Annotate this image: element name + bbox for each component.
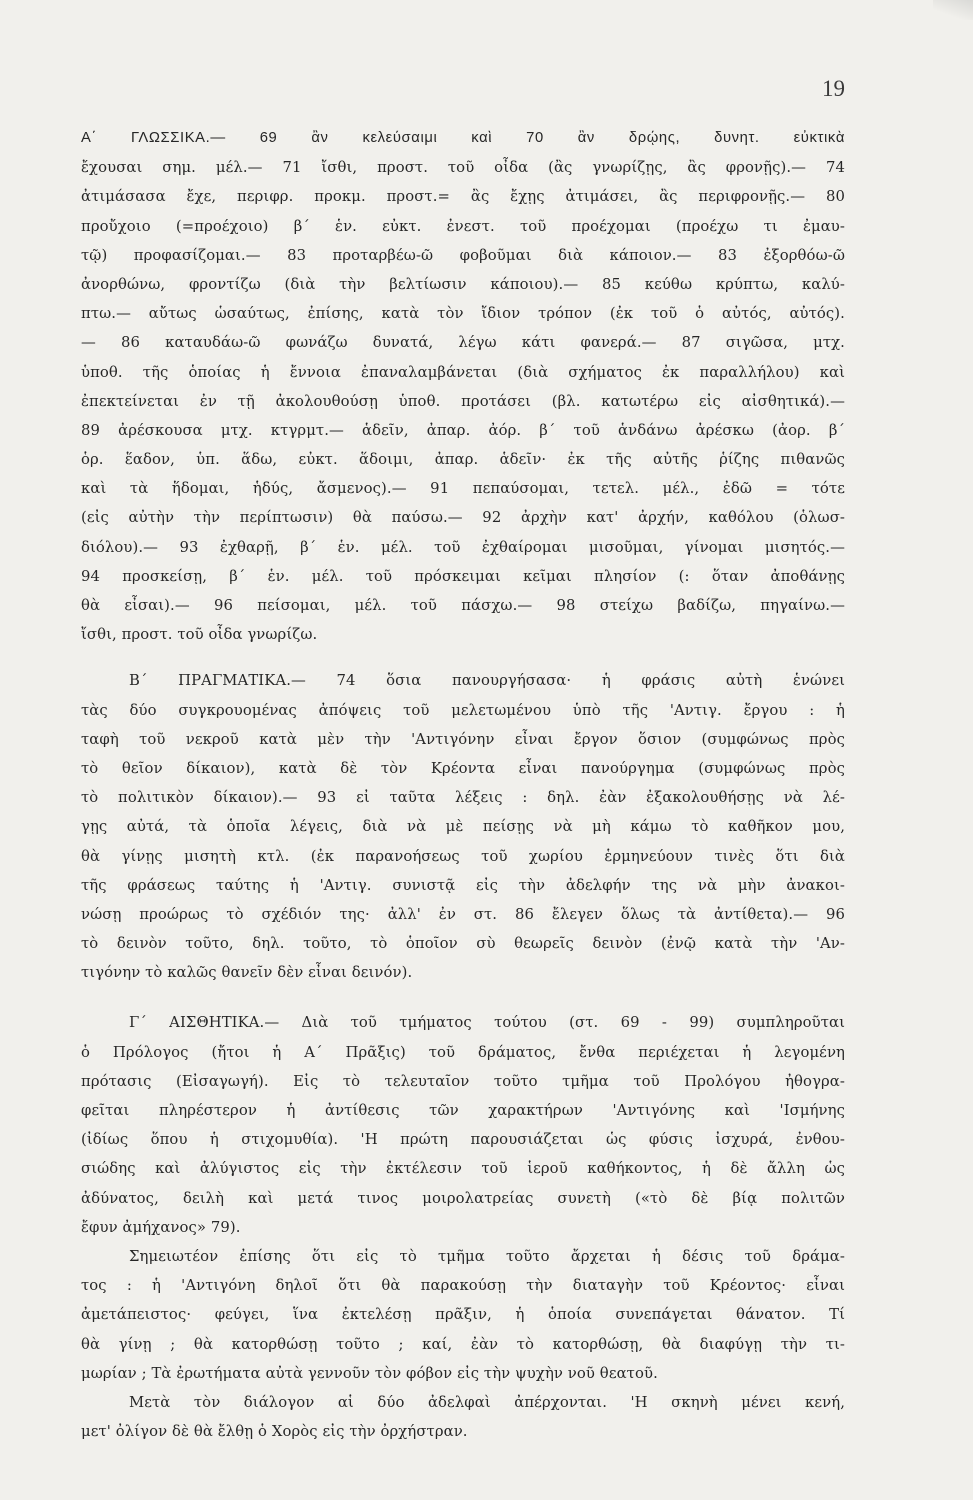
text-line: γῃς αὐτά, τὰ ὁποῖα λέγεις, διὰ νὰ μὲ πείσῃς νὰ μὴ κάμω τὸ καθῆκον μου, bbox=[81, 818, 845, 836]
text-line: ὑποθ. τῆς ὁποίας ἡ ἔννοια ἐπαναλαμβάνεται (διὰ σχήματος ἐκ παραλλήλου) καὶ bbox=[81, 363, 845, 381]
text-line: ταφὴ τοῦ νεκροῦ κατὰ μὲν τὴν 'Αντιγόνην εἶναι ἔργον ὅσιον (συμφώνως πρὸς bbox=[81, 730, 845, 748]
paragraph-start-line: Μετὰ τὸν διάλογον αἱ δύο ἀδελφαὶ ἀπέρχονται. 'Η σκηνὴ μένει κενή, bbox=[129, 1393, 845, 1411]
text-line: ἀνορθώνω, φροντίζω (διὰ τὴν βελτίωσιν κάποιου).— 85 κεύθω κρύπτω, καλύ- bbox=[81, 275, 845, 293]
text-line: πτω.— αὔτως ὡσαύτως, ἐπίσης, κατὰ τὸν ἴδιον τρόπον (ἐκ τοῦ ὁ αὐτός, αὐτός). bbox=[81, 305, 845, 323]
text-line: καὶ τὰ ἥδομαι, ἡδύς, ἄσμενος).— 91 πεπαύσομαι, τετελ. μέλ., ἐδῶ = τότε bbox=[81, 480, 845, 498]
text-line: ἀδύνατος, δειλὴ καὶ μετά τινος μοιρολατρείας συνετὴ («τὸ δὲ βίᾳ πολιτῶν bbox=[81, 1189, 845, 1207]
text-line: σιώδης καὶ ἀλύγιστος εἰς τὴν ἐκτέλεσιν τοῦ ἱεροῦ καθήκοντος, ἡ δὲ ἄλλη ὡς bbox=[81, 1160, 845, 1178]
text-line: ἴσθι, προστ. τοῦ οἶδα γνωρίζω. bbox=[81, 626, 318, 644]
text-line: τιγόνην τὸ καλῶς θανεῖν δὲν εἶναι δεινόν). bbox=[81, 964, 413, 982]
text-line: — 86 καταυδάω-ῶ φωνάζω δυνατά, λέγω κάτι φανερά.— 87 σιγῶσα, μτχ. bbox=[81, 334, 845, 352]
text-line: ἀτιμάσασα ἔχε, περιφρ. προκμ. προστ.= ἂς ἔχῃς ἀτιμάσει, ἂς περιφρονῇς.— 80 bbox=[81, 188, 845, 206]
text-line: 94 προσκείσῃ, β΄ ἑν. μέλ. τοῦ πρόσκειμαι κεῖμαι πλησίον (: ὅταν ἀποθάνῃς bbox=[81, 567, 845, 585]
text-line: πρότασις (Εἰσαγωγή). Εἰς τὸ τελευταῖον τοῦτο τμῆμα τοῦ Προλόγου ἠθογρα- bbox=[81, 1072, 845, 1090]
text-line: ὁ Πρόλογος (ἤτοι ἡ Α΄ Πρᾶξις) τοῦ δράματος, ἔνθα περιέχεται ἡ λεγομένη bbox=[81, 1043, 845, 1061]
page-text bbox=[81, 124, 845, 1446]
text-line: προὔχοιο (=προέχοιο) β΄ ἑν. εὐκτ. ἐνεστ. τοῦ προέχομαι (προέχω τι ἐμαυ- bbox=[81, 217, 845, 235]
text-line: μωρίαν ; Τὰ ἐρωτήματα αὐτὰ γεννοῦν τὸν φόβον εἰς τὴν ψυχὴν νοῦ θεατοῦ. bbox=[81, 1364, 658, 1382]
page-number: 19 bbox=[822, 76, 845, 101]
text-line: ἐπεκτείνεται ἐν τῇ ἀκολουθούσῃ ὑποθ. προτάσει (βλ. κατωτέρω εἰς αἰσθητικά).— bbox=[81, 392, 845, 410]
text-line: ὁρ. ἕαδον, ὑπ. ἅδω, εὐκτ. ἅδοιμι, ἀπαρ. ἁδεῖν· ἐκ τῆς αὐτῆς ῥίζης πιθανῶς bbox=[81, 451, 845, 469]
text-line: ἔχουσαι σημ. μέλ.— 71 ἴσθι, προστ. τοῦ οἶδα (ἂς γνωρίζῃς, ἂς φρονῇς).— 74 bbox=[81, 159, 845, 177]
text-line: τὰς δύο συγκρουομένας ἀπόψεις τοῦ μελετωμένου ὑπὸ τῆς 'Αντιγ. ἔργου : ἡ bbox=[81, 701, 845, 719]
text-line: ἀμετάπειστος· φεύγει, ἵνα ἐκτελέσῃ πρᾶξιν, ἡ ὁποία συνεπάγεται θάνατον. Τί bbox=[81, 1306, 845, 1324]
section-heading-line: Γ΄ ΑΙΣΘΗΤΙΚΑ.— Διὰ τοῦ τμήματος τούτου (στ. 69 - 99) συμπληροῦται bbox=[129, 1014, 845, 1032]
text-line: τῷ) προφασίζομαι.— 83 προταρβέω-ῶ φοβοῦμαι διὰ κάποιον.— 83 ἐξορθόω-ῶ bbox=[81, 246, 845, 264]
text-line: τὸ δεινὸν τοῦτο, δηλ. τοῦτο, τὸ ὁποῖον σὺ θεωρεῖς δεινὸν (ἐνῷ κατὰ τὴν 'Αν- bbox=[81, 935, 845, 953]
text-line: τὸ θεῖον δίκαιον), κατὰ δὲ τὸν Κρέοντα εἶναι πανούργημα (συμφώνως πρὸς bbox=[81, 759, 845, 777]
text-line: θὰ γίνῃς μισητὴ κτλ. (ἐκ παρανοήσεως τοῦ χωρίου ἑρμηνεύουν τινὲς ὅτι διὰ bbox=[81, 847, 845, 865]
paragraph-start-line: Σημειωτέον ἐπίσης ὅτι εἰς τὸ τμῆμα τοῦτο ἄρχεται ἡ δέσις τοῦ δράμα- bbox=[129, 1247, 845, 1265]
text-line: (εἰς αὐτὴν τὴν περίπτωσιν) θὰ παύσω.— 92 ἀρχὴν κατ' ἀρχήν, καθόλου (ὁλωσ- bbox=[81, 509, 845, 527]
text-line: Α΄ ΓΛΩΣΣΙΚΑ.— 69 ἂν κελεύσαιμι καὶ 70 ἂν δρῴης, δυνητ. εὐκτικὰ bbox=[81, 130, 845, 146]
text-line: τος : ἡ 'Αντιγόνη δηλοῖ ὅτι θὰ παρακούσῃ τὴν διαταγὴν τοῦ Κρέοντος· εἶναι bbox=[81, 1277, 845, 1295]
text-line: τὸ πολιτικὸν δίκαιον).— 93 εἰ ταῦτα λέξεις : δηλ. ἐὰν ἐξακολουθήσῃς νὰ λέ- bbox=[81, 789, 845, 807]
page-corner-fold bbox=[933, 0, 973, 20]
text-line: 89 ἀρέσκουσα μτχ. κτγρμτ.— ἁδεῖν, ἀπαρ. ἀόρ. β΄ τοῦ ἁνδάνω ἀρέσκω (ἀορ. β΄ bbox=[81, 421, 845, 439]
text-line: τῆς φράσεως ταύτης ἡ 'Αντιγ. συνιστᾷ εἰς τὴν ἀδελφήν της νὰ μὴν ἀνακοι- bbox=[81, 876, 845, 894]
text-line: ἔφυν ἀμήχανος» 79). bbox=[81, 1218, 241, 1236]
text-line: φεῖται πληρέστερον ἡ ἀντίθεσις τῶν χαρακτήρων 'Αντιγόνης καὶ 'Ισμήνης bbox=[81, 1102, 845, 1119]
text-line: θὰ εἶσαι).— 96 πείσομαι, μέλ. τοῦ πάσχω.— 98 στείχω βαδίζω, πηγαίνω.— bbox=[81, 597, 845, 614]
text-line: διόλου).— 93 ἐχθαρῇ, β΄ ἑν. μέλ. τοῦ ἐχθαίρομαι μισοῦμαι, γίνομαι μισητός.— bbox=[81, 538, 845, 556]
text-line: θὰ γίνῃ ; θὰ κατορθώσῃ τοῦτο ; καί, ἐὰν τὸ κατορθώσῃ, θὰ διαφύγῃ τὴν τι- bbox=[81, 1335, 845, 1353]
text-line: (ἰδίως ὅπου ἡ στιχομυθία). 'Η πρώτη παρουσιάζεται ὡς φύσις ἰσχυρά, ἐνθου- bbox=[81, 1131, 845, 1149]
text-line: μετ' ὀλίγον δὲ θὰ ἔλθῃ ὁ Χορὸς εἰς τὴν ὀρχήστραν. bbox=[81, 1423, 468, 1441]
text-line: νώσῃ προώρως τὸ σχέδιόν της· ἀλλ' ἐν στ. 86 ἔλεγεν ὅλως τὰ ἀντίθετα).— 96 bbox=[81, 905, 845, 923]
section-heading-line: Β΄ ΠΡΑΓΜΑΤΙΚΑ.— 74 ὅσια πανουργήσασα· ἡ φράσις αὐτὴ ἑνώνει bbox=[129, 672, 845, 690]
